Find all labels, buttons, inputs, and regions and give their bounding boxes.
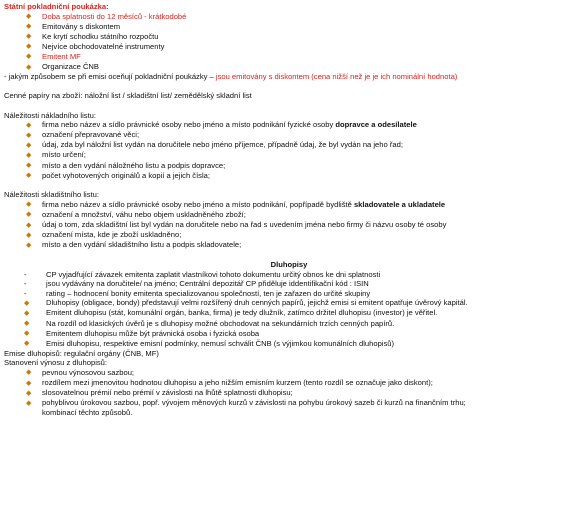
dluhopisy-dash-item: - CP vyjadřující závazek emitenta zaplatit vlastníkovi tohoto dokumentu určitý obnos ke dni splatnosti [24,269,381,279]
nalozni-item: ◆ označení přepravované věci; [26,130,140,140]
diamond-icon: ◆ [26,172,32,180]
diamond-icon: ◆ [26,389,32,397]
diamond-icon: ◆ [26,33,32,41]
vynos-item: ◆ pohyblivou úrokovou sazbou, popř. vývojem měnových kurzů v závislosti na pohybu úrokový sazeb či kurzů na finančním trhu; [26,398,466,408]
vynos-item: ◆ slosovatelnou prémií nebo prémií v závislosti na lhůtě splatnosti dluhopisu; [26,388,293,398]
diamond-icon: ◆ [26,231,32,239]
nalozni-item: ◆ místo určení; [26,150,86,160]
dluhopisy-bullet-item: ◆ Emitent dluhopisu (stát, komunální orgán, banka, firma) je tedy dlužník, zatímco držitel dluhopisu (investor) je věřitel. [24,308,438,318]
diamond-icon: ◆ [24,309,30,317]
diamond-icon: ◆ [26,211,32,219]
diamond-icon: ◆ [26,121,32,129]
dash-icon: - [24,269,27,279]
nalozni-item: ◆ místo a den vydání náložného listu a podpis dopravce; [26,160,226,170]
skladistni-title: Náležitosti skladištního listu: [4,190,99,200]
spp-item: ◆ Doba splatnosti do 12 měsíců - krátkodobé [26,11,187,21]
spp-item: ◆ Emitent MF [26,51,81,61]
diamond-icon: ◆ [24,330,30,338]
diamond-icon: ◆ [26,369,32,377]
skladistni-item: ◆ firma nebo název a sídlo právnické osoby nebo jméno a místo podnikání, popřípadě bydliště skladovatele a ukladatele [26,199,446,209]
diamond-icon: ◆ [26,221,32,229]
diamond-icon: ◆ [26,131,32,139]
nalozni-title: Náležitosti nákladního listu: [4,110,97,120]
spp-item: ◆ Organizace ČNB [26,62,99,72]
dluhopisy-title: Dluhopisy [270,259,308,269]
vynos-item-last: kombinací těchto způsobů. [42,408,133,418]
cp-goods: Cenné papíry na zboží: náložní list / skladištní list/ zemědělský skladní list [4,91,252,101]
spp-question: - jakým způsobem se při emisi oceňují pokladniční poukázky – jsou emitovány s diskontem (cena nižší než je je ich nominální hodnota) [4,72,458,82]
nalozni-item: ◆ firma nebo název a sídlo právnické osoby nebo jméno a místo podnikání fyzické osoby dopravce a odesílatele [26,120,417,130]
dluhopisy-bullet-item: ◆ Dluhopisy (obligace, bondy) představují velmi rozšířený druh cenných papírů, jejichž emisi si emitent opatřuje úvěrový kapitál. [24,298,468,308]
vynos-item: ◆ rozdílem mezi jmenovitou hodnotou dluhopisu a jeho nižším emisním kurzem (tento rozdíl se označuje jako diskont); [26,378,433,388]
diamond-icon: ◆ [26,141,32,149]
nalozni-item: ◆ údaj, zda byl náložní list vydán na doručitele nebo jméno příjemce, případně údaj, že byl vydán na jeho řad; [26,140,403,150]
emise-line: Emise dluhopisů: regulační orgány (ČNB, MF) [4,348,159,358]
diamond-icon: ◆ [26,43,32,51]
skladistni-item: ◆ místo a den vydání skladištního listu a podpis skladovatele; [26,240,242,250]
diamond-icon: ◆ [24,340,30,348]
spp-title: Státní pokladniční poukázka: [4,2,109,11]
document [4,2,574,418]
diamond-icon: ◆ [26,63,32,71]
diamond-icon: ◆ [26,53,32,61]
spp-item: ◆ Ke krytí schodku státního rozpočtu [26,31,159,41]
nalozni-item: ◆ počet vyhotovených originálů a kopií a jejich čísla; [26,170,211,180]
vynos-title: Stanovení výnosu z dluhopisů: [4,358,108,368]
dash-icon: - [24,288,27,298]
diamond-icon: ◆ [26,399,32,407]
skladistni-item: ◆ označení a množství, váhu nebo objem uskladněného zboží; [26,209,246,219]
diamond-icon: ◆ [26,379,32,387]
vynos-item: ◆ pevnou výnosovou sazbou; [26,367,135,377]
diamond-icon: ◆ [24,320,30,327]
spp-item: ◆ Emitovány s diskontem [26,21,121,31]
skladistni-item: ◆ označení místa, kde je zboží uskladněno; [26,230,182,240]
diamond-icon: ◆ [26,241,32,249]
skladistni-item: ◆ údaj o tom, zda skladištní list byl vydán na doručitele nebo na řad s uvedením jména nebo firmy či názvu osoby té osoby [26,220,447,230]
dluhopisy-dash-item: - rating – hodnocení bonity emitenta specializovanou společností, ten je zařazen do určité skupiny [24,288,371,298]
dluhopisy-dash-item: - jsou vydávány na doručitele/ na jméno; Centrální depozitář CP přiděluje iddentifikační kód : ISIN [24,279,369,289]
diamond-icon: ◆ [26,162,32,169]
dluhopisy-bullet-item: ◆ Emisi dluhopisu, respektive emisní podmínky, nemusí schválit ČNB (s výjimkou komunálních dluhopisů) [24,338,395,348]
dash-icon: - [24,279,27,289]
diamond-icon: ◆ [26,151,32,159]
diamond-icon: ◆ [24,299,30,307]
dluhopisy-bullet-item: ◆ Emitentem dluhopisu může být právnická osoba i fyzická osoba [24,328,260,338]
diamond-icon: ◆ [26,13,32,21]
diamond-icon: ◆ [26,23,32,31]
spp-item: ◆ Nejvíce obchodovatelné instrumenty [26,41,165,51]
dluhopisy-bullet-item: ◆ Na rozdíl od klasických úvěrů je s dluhopisy možné obchodovat na sekundárních trzích cenných papírů. [24,318,395,328]
diamond-icon: ◆ [26,201,32,209]
